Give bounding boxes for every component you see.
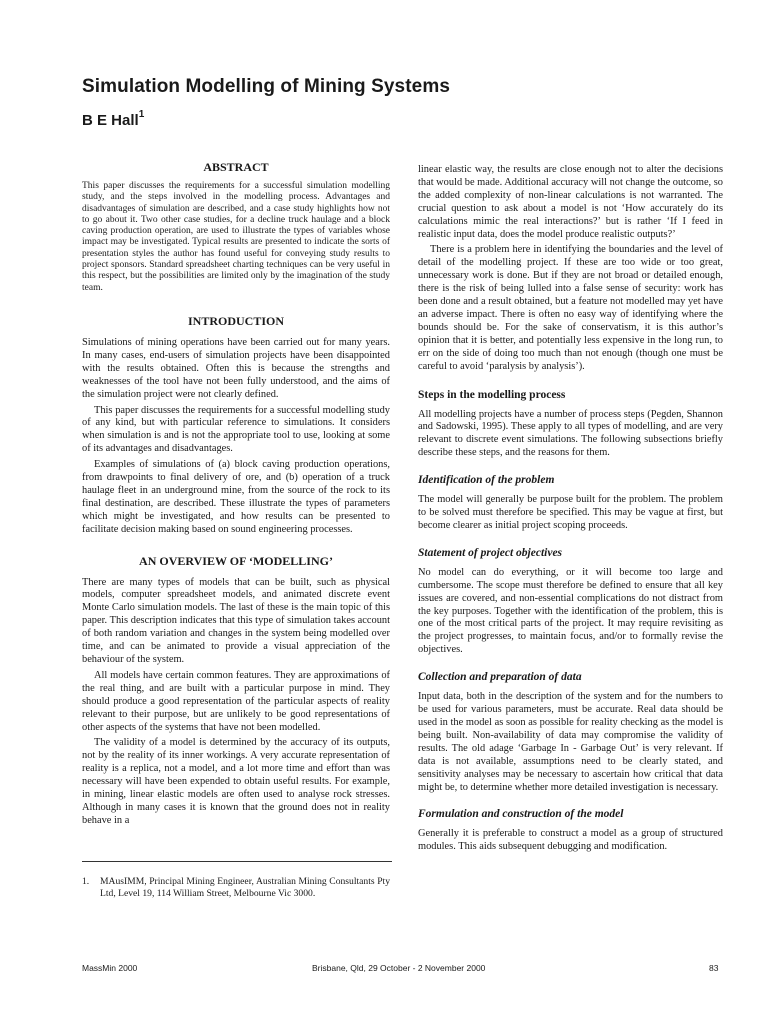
subsection-heading: Identification of the problem <box>418 474 555 487</box>
subsection-text: Input data, both in the description of the system and for the numbers to be used for various parameters, must be accurate. Real data should be used in the model as soon as possible for reality checking as the model is being built. Non-availability of data may compromise the validity of results. The old adage ‘Garbage In - Garbage Out’ is very relevant. If data is not available, assumptions need to be clearly stated, and sensitivity analyses may be necessary to ascertain how critical that data might be, to determine whether more detailed investigation is necessary. <box>418 691 723 793</box>
subsection-text: Generally it is preferable to construct a model as a group of structured modules. This aids subsequent debugging and modification. <box>418 828 723 853</box>
footnote <box>82 876 390 899</box>
steps-text: All modelling projects have a number of process steps (Pegden, Shannon and Sadowski, 1995). These apply to all types of modelling, and are very relevant to discrete event simulations. The following subsections briefly describe these steps, and the reasons for them. <box>418 408 723 459</box>
abstract-text: This paper discusses the requirements for a successful simulation modelling study, and the steps involved in the modelling process. Advantages and disadvantages of simulation are described, and a case study highlights how not to go about it. Two other case studies, for a decline truck haulage and a block caving production operation, are used to illustrate the types of variables whose impact may be investigated. Typical results are presented to indicate the sorts of presentation styles the author has found useful for conveying study results to project sponsors. Standard spreadsheet charting techniques can be very useful in this respect, but the possibilities are limited only by the imagination of the study team. <box>82 181 390 293</box>
subsection-heading: Statement of project objectives <box>418 546 563 559</box>
footer-center: Brisbane, Qld, 29 October - 2 November 2000 <box>312 963 486 973</box>
footnote-divider <box>82 861 392 862</box>
footnote-text: MAusIMM, Principal Mining Engineer, Australian Mining Consultants Pty Ltd, Level 19, 114 William Street, Melbourne Vic 3000. <box>100 876 390 899</box>
introduction-paragraph: This paper discusses the requirements for a successful modelling study of any kind, but with particular reference to simulations. It considers when simulation is and is not the appropriate tool to use, looking at some of its advantages and disadvantages. <box>82 404 390 455</box>
overview-paragraph: All models have certain common features. They are approximations of the real thing, and are built with a particular purpose in mind. They should produce a good representation of the particular aspects of reality relevant to their purpose, but are unlikely to be good representations of other aspects of the systems that have not been modelled. <box>82 669 390 733</box>
steps-heading: Steps in the modelling process <box>418 388 566 401</box>
subsection-heading: Formulation and construction of the model <box>418 808 624 821</box>
author-name: B E Hall <box>82 112 139 129</box>
subsection-heading: Collection and preparation of data <box>418 671 582 684</box>
subsection-text: No model can do everything, or it will become too large and cumbersome. The scope must therefore be defined to ensure that all key issues are covered, and non-essential complications do not distract from the key purposes. Together with the identification of the problem, this is one of the most critical parts of the project. It may require revisiting as the project progresses, to maintain focus, and/or to formally revise the objectives. <box>418 566 723 656</box>
page-number: 83 <box>709 963 719 973</box>
continuation-paragraph: There is a problem here in identifying the boundaries and the level of detail of the modelling project. If these are too wide or too great, unnecessary work is done. But if they are not broad or detailed enough, there is the risk of being lulled into a false sense of security: work has been done and a result obtained, but a feature not modelled may yet have an adverse impact. There is often no easy way of identifying where the bounds should be. For the sake of conservatism, it is this author’s opinion that it is better, and potentially less expensive in the long run, to err on the side of doing too much than not enough (though one must be careful to avoid ‘paralysis by analysis’). <box>418 244 723 372</box>
author-footnote-mark: 1 <box>138 109 145 120</box>
introduction-paragraph: Simulations of mining operations have been carried out for many years. In many cases, end-users of simulation projects have been disappointed with the results obtained. Often this is because the strengths and weaknesses of the tool have not been fully understood, and the aims of the simulation project were not clearly defined. <box>82 336 390 400</box>
continuation-paragraph: linear elastic way, the results are close enough not to alter the decisions that would be made. Additional accuracy will not change the outcome, so the added complexity of non-linear calculations is not warranted. The crucial question to ask about a model is not ‘How accurately do its calculations mimic the real interactions?’ but is rather ‘If I feed in realistic input data, does the model produce realistic outputs?’ <box>418 164 723 240</box>
left-column <box>82 160 390 828</box>
author-line <box>82 111 144 129</box>
overview-heading: AN OVERVIEW OF ‘MODELLING’ <box>139 553 333 568</box>
subsection-text: The model will generally be purpose built for the problem. The problem to be solved must therefore be specified. This may be vague at first, but become clearer as initial project scoping proceeds. <box>418 494 723 531</box>
abstract-heading: ABSTRACT <box>203 160 269 174</box>
introduction-paragraph: Examples of simulations of (a) block caving production operations, from drawpoints to final delivery of ore, and (b) operation of a truck haulage fleet in an underground mine, from the source of the rock to its final destination, are described. These illustrate the types of parameters which might be investigated, and how results can be presented to facilitate decision making based on sound engineering processes. <box>82 459 390 535</box>
right-column <box>418 164 723 854</box>
introduction-heading: INTRODUCTION <box>187 313 284 328</box>
paper-title: Simulation Modelling of Mining Systems <box>82 76 450 97</box>
footer-left: MassMin 2000 <box>82 963 138 973</box>
overview-paragraph: There are many types of models that can be built, such as physical models, computer spreadsheet models, and animated discrete event Monte Carlo simulation models. The last of these is the main topic of this paper. This description indicates that this type of simulation takes account of both random variation and changes in the system being modelled over time, and can be animated to provide a visual appreciation of the behaviour of the system. <box>82 576 390 665</box>
footnote-number: 1. <box>82 876 90 887</box>
overview-paragraph: The validity of a model is determined by the accuracy of its outputs, not by the reality of its inner workings. A very accurate representation of reality is a replica, not a model, and a lot more time and effort than was necessary will have been expended to obtain useful results. For example, in mining, linear elastic models are often used to analyse rock stresses. Although in many cases it is known that the ground does not in reality behave in a <box>82 737 390 826</box>
